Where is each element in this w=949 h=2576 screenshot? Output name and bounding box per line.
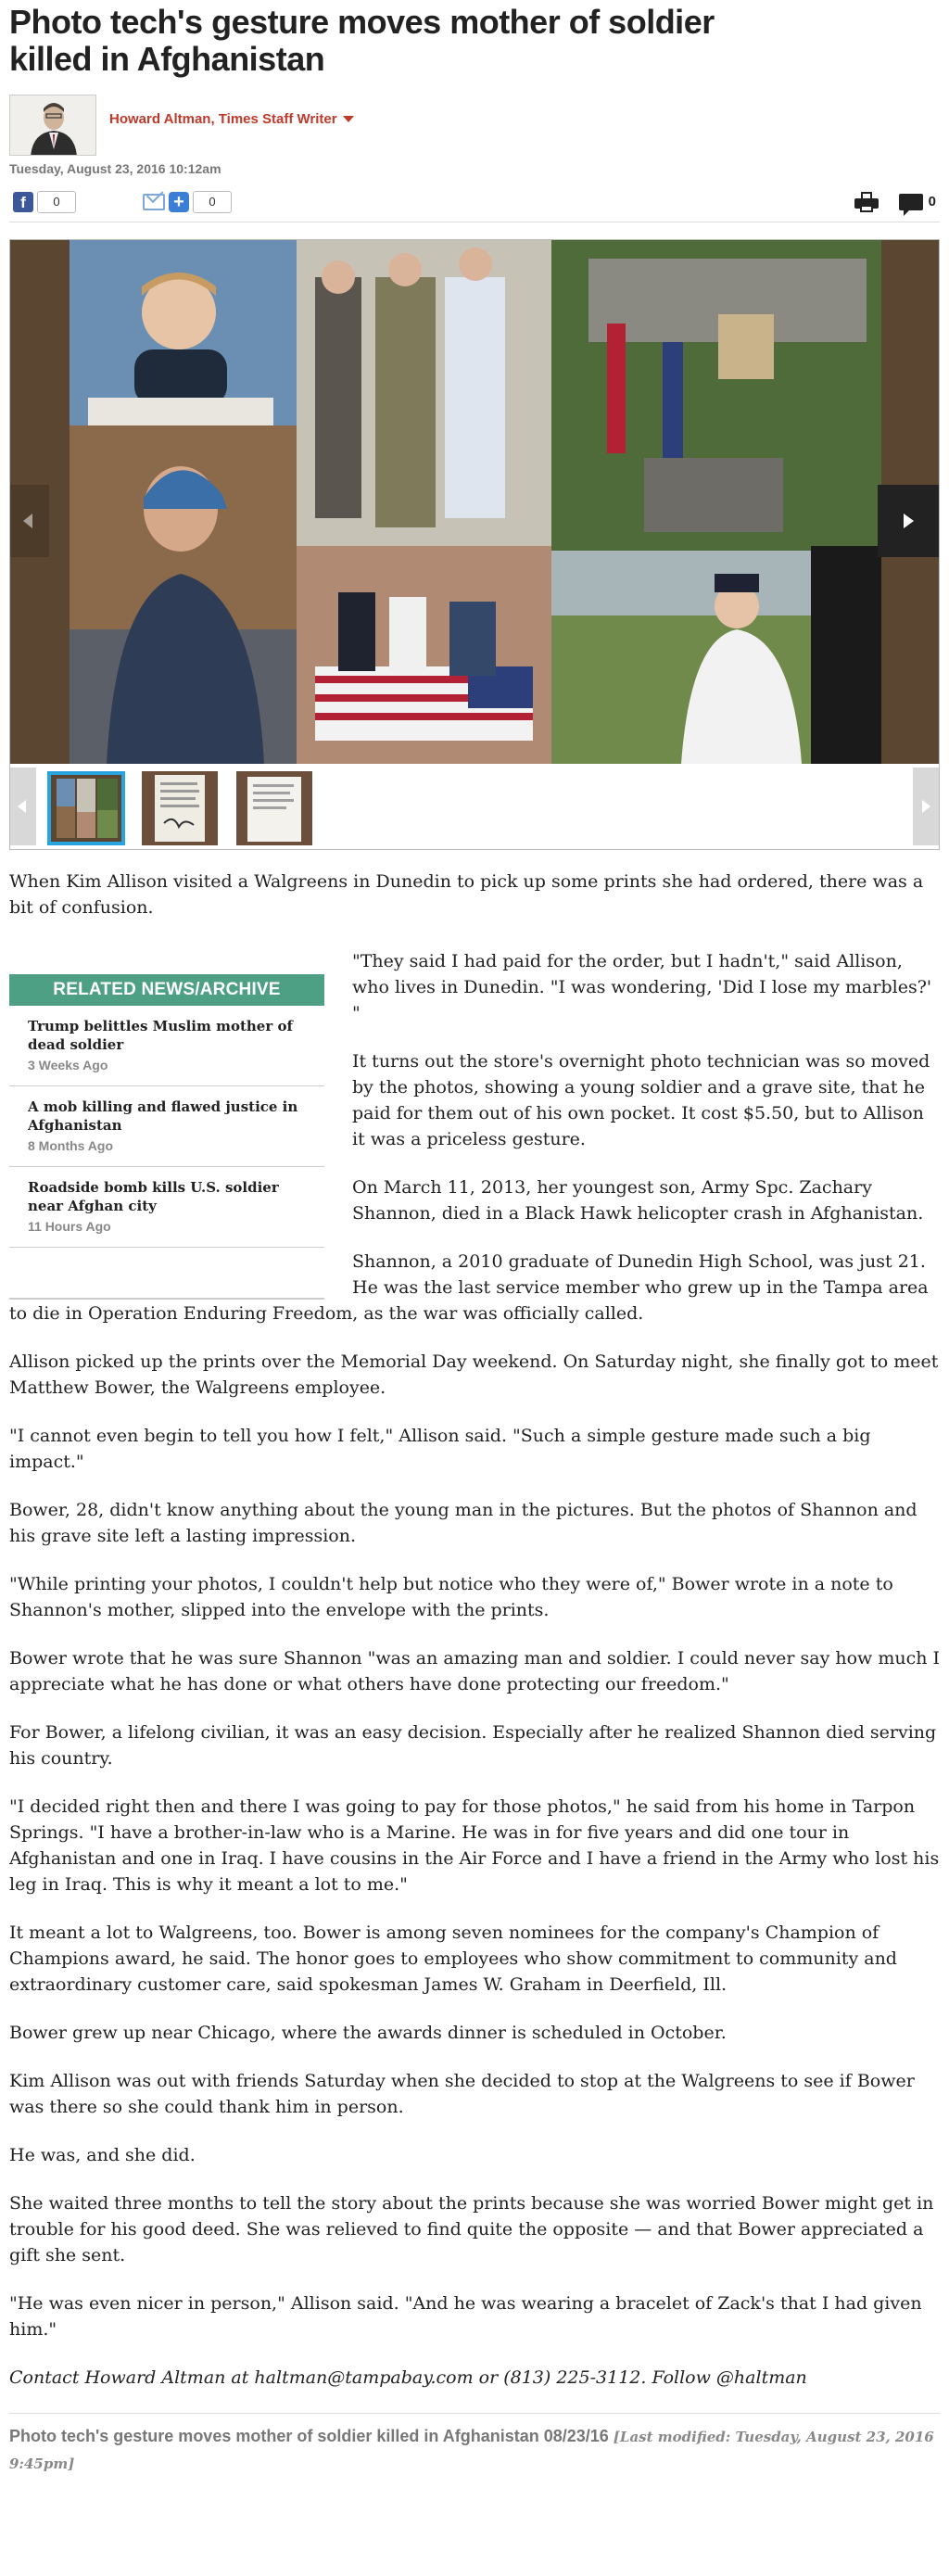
article-paragraph: Bower wrote that he was sure Shannon "was an amazing man and soldier. I could never say how much I appreciate what he has done or what others have done protecting our freedom." <box>9 1648 940 1694</box>
related-item-date: 8 Months Ago <box>28 1138 114 1153</box>
related-item[interactable] <box>9 1086 324 1167</box>
share-count: 0 <box>193 191 232 213</box>
article-paragraph: Shannon, a 2010 graduate of Dunedin High School, was just 21. He was the last service member who grew up in the Tampa area to die in Operation Enduring Freedom, as the war was officially called. <box>9 1251 929 1324</box>
related-item-title[interactable]: A mob killing and flawed justice in Afghanistan <box>28 1098 298 1134</box>
thumbnail-2[interactable] <box>142 771 218 845</box>
article-footer <box>9 2413 940 2477</box>
comment-count: 0 <box>928 194 936 209</box>
footer-title: Photo tech's gesture moves mother of soldier killed in Afghanistan 08/23/16 <box>9 2427 609 2445</box>
article-body <box>9 948 940 2477</box>
article-paragraph: It meant a lot to Walgreens, too. Bower is among seven nominees for the company's Champion of Champions award, he said. The honor goes to employees who show commitment to community and extraordinary customer care, said spokesman James W. Graham in Deerfield, Ill. <box>9 1922 897 1995</box>
article-paragraph: Kim Allison was out with friends Saturday when she decided to stop at the Walgreens to see if Bower was there so she could thank him in person. <box>9 2071 915 2117</box>
author-avatar[interactable] <box>9 95 96 156</box>
byline <box>9 95 940 159</box>
related-item-date: 3 Weeks Ago <box>28 1058 108 1072</box>
thumbnails-prev-button[interactable] <box>10 768 36 845</box>
gallery-next-button[interactable] <box>878 485 939 557</box>
gallery-prev-button[interactable] <box>10 485 49 557</box>
article-paragraph: "I decided right then and there I was going to pay for those photos," he said from his home in Tarpon Springs. "I have a brother-in-law who is a Marine. He was in for five years and did one tour in Afghanistan and one in Iraq. I have cousins in the Air Force and I have a friend in the Army who lost his leg in Iraq. This is why it meant a lot to me." <box>9 1796 940 1895</box>
article-paragraph: For Bower, a lifelong civilian, it was an easy decision. Especially after he realized Shannon died serving his country. <box>9 1722 937 1769</box>
gallery-thumbnails <box>10 764 939 849</box>
author-contact: Contact Howard Altman at haltman@tampabay.com or (813) 225-3112. Follow @haltman <box>9 2367 807 2388</box>
article-paragraph: Bower, 28, didn't know anything about the young man in the pictures. But the photos of Shannon and his grave site left a lasting impression. <box>9 1500 917 1546</box>
article-paragraph: He was, and she did. <box>9 2145 196 2165</box>
thumbnail-1[interactable] <box>47 771 125 845</box>
article-paragraph: "They said I had paid for the order, but I hadn't," said Allison, who lives in Dunedin. "I was wondering, 'Did I lose my marbles?' " <box>352 951 932 1023</box>
article-paragraph: "I cannot even begin to tell you how I felt," Allison said. "Such a simple gesture made such a big impact." <box>9 1426 871 1472</box>
article-title: Photo tech's gesture moves mother of soldier killed in Afghanistan <box>9 3 715 78</box>
chevron-down-icon[interactable] <box>343 116 354 122</box>
comments-link[interactable] <box>899 194 936 210</box>
related-item[interactable] <box>9 1167 324 1248</box>
publish-date: Tuesday, August 23, 2016 10:12am <box>9 161 221 176</box>
email-icon[interactable] <box>143 194 165 210</box>
photo-collage <box>70 240 881 764</box>
last-modified: [Last modified: Tuesday, August 23, 2016 9:45pm] <box>9 2429 934 2472</box>
gallery-main-photo[interactable] <box>10 240 939 764</box>
related-item[interactable] <box>9 1006 324 1086</box>
article-paragraph: On March 11, 2013, her youngest son, Army Spc. Zachary Shannon, died in a Black Hawk helicopter crash in Afghanistan. <box>352 1177 924 1224</box>
share-bar <box>9 185 940 222</box>
collage-photo <box>70 240 881 764</box>
article-paragraph: "He was even nicer in person," Allison said. "And he was wearing a bracelet of Zack's that I had given him." <box>9 2293 922 2340</box>
article-paragraph: Allison picked up the prints over the Memorial Day weekend. On Saturday night, she finally got to meet Matthew Bower, the Walgreens employee. <box>9 1351 939 1398</box>
article-paragraph: It turns out the store's overnight photo technician was so moved by the photos, showing a young soldier and a grave site, that he paid for them out of his own pocket. It cost $5.50, but to Allison it was a priceless gesture. <box>352 1051 930 1149</box>
article-paragraph: "While printing your photos, I couldn't help but notice who they were of," Bower wrote in a note to Shannon's mother, slipped into the envelope with the prints. <box>9 1574 893 1620</box>
author-name: Howard Altman, Times Staff Writer <box>109 111 337 127</box>
related-item-title[interactable]: Trump belittles Muslim mother of dead soldier <box>28 1018 293 1053</box>
article-paragraph: Bower grew up near Chicago, where the awards dinner is scheduled in October. <box>9 2023 727 2043</box>
share-plus-icon[interactable]: + <box>169 192 189 212</box>
photo-gallery <box>9 239 940 850</box>
author-portrait-icon <box>10 95 96 156</box>
article-intro: When Kim Allison visited a Walgreens in Dunedin to pick up some prints she had ordered, there was a bit of confusion. <box>9 871 924 918</box>
related-item-date: 11 Hours Ago <box>28 1219 111 1234</box>
author-name-link[interactable] <box>109 111 354 127</box>
thumbnails-next-button[interactable] <box>913 768 939 845</box>
related-news-heading: RELATED NEWS/ARCHIVE <box>9 974 324 1006</box>
related-news-sidebar <box>9 974 324 1300</box>
facebook-icon[interactable]: f <box>13 192 33 212</box>
sidebar-divider <box>9 1248 324 1300</box>
thumbnail-3[interactable] <box>236 771 312 845</box>
comment-icon <box>899 194 923 210</box>
print-icon[interactable] <box>854 192 879 212</box>
related-item-title[interactable]: Roadside bomb kills U.S. soldier near Afghan city <box>28 1179 279 1214</box>
article-paragraph: She waited three months to tell the story about the prints because she was worried Bower might get in trouble for his good deed. She was relieved to find quite the opposite — and that Bower appreciated a gift she sent. <box>9 2193 934 2265</box>
facebook-count: 0 <box>37 191 76 213</box>
